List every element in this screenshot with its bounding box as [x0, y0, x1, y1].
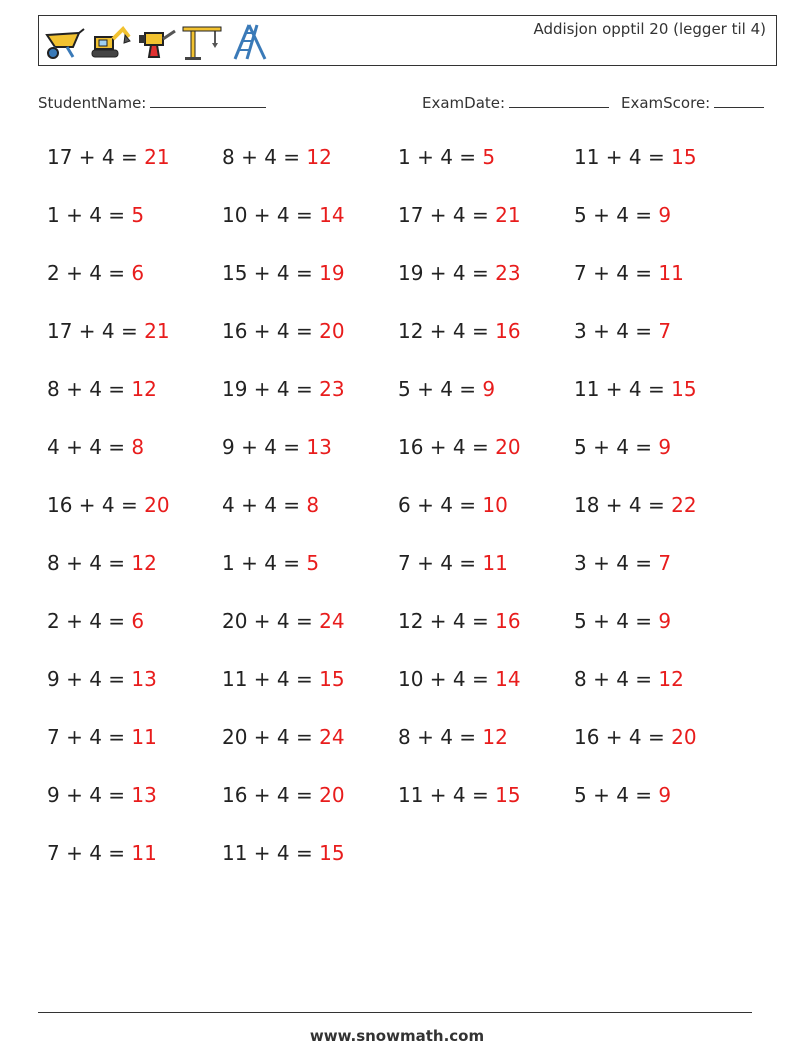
- problem-item: [222, 261, 345, 285]
- excavator-icon: [89, 23, 131, 61]
- student-name-label: StudentName:: [38, 94, 147, 112]
- problem-question: 18 + 4 =: [574, 493, 672, 517]
- worksheet-header: [38, 15, 777, 66]
- problem-item: [398, 783, 521, 807]
- problem-item: [222, 145, 332, 169]
- problem-answer: 5: [131, 203, 145, 227]
- problem-question: 7 + 4 =: [398, 551, 483, 575]
- problem-item: [398, 319, 521, 343]
- problem-question: 19 + 4 =: [398, 261, 496, 285]
- problem-item: [222, 319, 345, 343]
- problem-answer: 24: [319, 725, 345, 749]
- problem-question: 20 + 4 =: [222, 609, 320, 633]
- problem-question: 8 + 4 =: [398, 725, 483, 749]
- problem-question: 5 + 4 =: [574, 783, 659, 807]
- problem-question: 1 + 4 =: [398, 145, 483, 169]
- problem-question: 8 + 4 =: [47, 377, 132, 401]
- problem-item: [222, 725, 345, 749]
- problem-question: 17 + 4 =: [47, 145, 145, 169]
- problem-item: [47, 725, 157, 749]
- problem-question: 2 + 4 =: [47, 609, 132, 633]
- problem-item: [574, 493, 697, 517]
- problem-item: [47, 319, 170, 343]
- problem-question: 20 + 4 =: [222, 725, 320, 749]
- problem-item: [574, 145, 697, 169]
- problem-item: [47, 667, 157, 691]
- problem-answer: 11: [658, 261, 684, 285]
- problem-answer: 13: [306, 435, 332, 459]
- problem-item: [398, 377, 495, 401]
- problem-question: 8 + 4 =: [47, 551, 132, 575]
- problem-question: 12 + 4 =: [398, 609, 496, 633]
- problem-answer: 20: [495, 435, 521, 459]
- student-info-row: [38, 92, 773, 116]
- worksheet-title: Addisjon opptil 20 (legger til 4): [533, 20, 766, 38]
- problem-item: [398, 203, 521, 227]
- problem-question: 17 + 4 =: [47, 319, 145, 343]
- problem-question: 11 + 4 =: [222, 841, 320, 865]
- problem-question: 3 + 4 =: [574, 319, 659, 343]
- problem-question: 7 + 4 =: [47, 841, 132, 865]
- problem-answer: 12: [131, 551, 157, 575]
- problem-answer: 23: [319, 377, 345, 401]
- problem-answer: 20: [319, 319, 345, 343]
- problem-item: [222, 841, 345, 865]
- problem-answer: 24: [319, 609, 345, 633]
- problem-question: 8 + 4 =: [574, 667, 659, 691]
- problem-answer: 21: [495, 203, 521, 227]
- problem-answer: 16: [495, 319, 521, 343]
- problem-item: [222, 203, 345, 227]
- problem-question: 11 + 4 =: [398, 783, 496, 807]
- problem-answer: 21: [144, 145, 170, 169]
- problem-question: 16 + 4 =: [222, 319, 320, 343]
- problem-item: [574, 551, 671, 575]
- problem-question: 5 + 4 =: [574, 435, 659, 459]
- problem-answer: 7: [658, 319, 672, 343]
- problem-item: [398, 551, 508, 575]
- problem-answer: 11: [131, 725, 157, 749]
- problem-answer: 8: [131, 435, 145, 459]
- problem-item: [398, 609, 521, 633]
- problem-answer: 8: [306, 493, 320, 517]
- exam-date-field[interactable]: [422, 92, 609, 112]
- problem-answer: 13: [131, 667, 157, 691]
- problem-item: [47, 609, 144, 633]
- problem-item: [47, 145, 170, 169]
- problem-answer: 11: [131, 841, 157, 865]
- problem-question: 5 + 4 =: [398, 377, 483, 401]
- exam-date-label: ExamDate:: [422, 94, 506, 112]
- problem-item: [47, 203, 144, 227]
- problem-question: 1 + 4 =: [47, 203, 132, 227]
- wheelbarrow-icon: [43, 23, 85, 61]
- problem-item: [398, 493, 508, 517]
- problem-question: 3 + 4 =: [574, 551, 659, 575]
- problem-question: 16 + 4 =: [47, 493, 145, 517]
- problem-question: 10 + 4 =: [398, 667, 496, 691]
- problem-item: [47, 435, 144, 459]
- problem-question: 10 + 4 =: [222, 203, 320, 227]
- footer-site: www.snowmath.com: [309, 1027, 485, 1045]
- problem-item: [222, 667, 345, 691]
- problem-answer: 6: [131, 261, 145, 285]
- problem-question: 7 + 4 =: [47, 725, 132, 749]
- problem-answer: 15: [671, 377, 697, 401]
- exam-date-line[interactable]: [509, 92, 609, 108]
- problem-item: [222, 435, 332, 459]
- problem-answer: 13: [131, 783, 157, 807]
- problem-answer: 5: [482, 145, 496, 169]
- problem-item: [574, 319, 671, 343]
- problem-question: 11 + 4 =: [574, 145, 672, 169]
- problem-answer: 20: [319, 783, 345, 807]
- problem-item: [398, 435, 521, 459]
- problem-answer: 9: [658, 435, 672, 459]
- problem-answer: 9: [482, 377, 496, 401]
- student-name-line[interactable]: [150, 92, 266, 108]
- problem-answer: 16: [495, 609, 521, 633]
- problem-answer: 12: [306, 145, 332, 169]
- problem-item: [574, 203, 671, 227]
- problem-answer: 22: [671, 493, 697, 517]
- problem-item: [222, 783, 345, 807]
- problem-item: [222, 609, 345, 633]
- problem-answer: 15: [319, 841, 345, 865]
- student-name-field[interactable]: [38, 92, 266, 112]
- footer-divider: [38, 1012, 752, 1013]
- exam-score-field[interactable]: [621, 92, 764, 112]
- problem-answer: 15: [319, 667, 345, 691]
- problem-item: [574, 609, 671, 633]
- problem-question: 16 + 4 =: [398, 435, 496, 459]
- problem-item: [574, 725, 697, 749]
- problem-question: 8 + 4 =: [222, 145, 307, 169]
- problem-item: [47, 551, 157, 575]
- problem-item: [574, 783, 671, 807]
- problem-item: [222, 493, 319, 517]
- problem-question: 16 + 4 =: [574, 725, 672, 749]
- problem-question: 17 + 4 =: [398, 203, 496, 227]
- problem-question: 4 + 4 =: [222, 493, 307, 517]
- problem-item: [398, 261, 521, 285]
- problem-answer: 15: [671, 145, 697, 169]
- problem-answer: 10: [482, 493, 508, 517]
- problem-answer: 14: [319, 203, 345, 227]
- exam-score-label: ExamScore:: [621, 94, 711, 112]
- problem-item: [47, 261, 144, 285]
- problem-question: 15 + 4 =: [222, 261, 320, 285]
- problem-question: 4 + 4 =: [47, 435, 132, 459]
- problem-answer: 6: [131, 609, 145, 633]
- problem-answer: 12: [131, 377, 157, 401]
- problem-question: 16 + 4 =: [222, 783, 320, 807]
- problem-item: [574, 435, 671, 459]
- problem-question: 5 + 4 =: [574, 609, 659, 633]
- problem-answer: 9: [658, 783, 672, 807]
- problem-question: 11 + 4 =: [574, 377, 672, 401]
- problem-item: [47, 841, 157, 865]
- problem-question: 5 + 4 =: [574, 203, 659, 227]
- problem-answer: 9: [658, 203, 672, 227]
- problem-answer: 11: [482, 551, 508, 575]
- problem-answer: 23: [495, 261, 521, 285]
- problem-question: 1 + 4 =: [222, 551, 307, 575]
- problem-answer: 19: [319, 261, 345, 285]
- crane-icon: [181, 23, 223, 61]
- problem-question: 9 + 4 =: [47, 783, 132, 807]
- problem-answer: 15: [495, 783, 521, 807]
- problem-item: [47, 377, 157, 401]
- problem-answer: 20: [144, 493, 170, 517]
- problem-answer: 12: [482, 725, 508, 749]
- problem-question: 19 + 4 =: [222, 377, 320, 401]
- problem-item: [574, 667, 684, 691]
- problem-answer: 20: [671, 725, 697, 749]
- problem-answer: 5: [306, 551, 320, 575]
- problem-question: 2 + 4 =: [47, 261, 132, 285]
- problem-question: 11 + 4 =: [222, 667, 320, 691]
- problem-answer: 14: [495, 667, 521, 691]
- problem-item: [47, 493, 170, 517]
- problem-question: 6 + 4 =: [398, 493, 483, 517]
- problem-item: [398, 667, 521, 691]
- problem-item: [47, 783, 157, 807]
- problem-question: 12 + 4 =: [398, 319, 496, 343]
- problem-item: [222, 551, 319, 575]
- problem-answer: 7: [658, 551, 672, 575]
- problem-item: [574, 261, 684, 285]
- problem-answer: 9: [658, 609, 672, 633]
- drill-icon: [135, 23, 177, 61]
- problem-item: [222, 377, 345, 401]
- problem-item: [574, 377, 697, 401]
- exam-score-line[interactable]: [714, 92, 764, 108]
- problem-question: 9 + 4 =: [47, 667, 132, 691]
- problem-answer: 21: [144, 319, 170, 343]
- problem-answer: 12: [658, 667, 684, 691]
- problem-question: 7 + 4 =: [574, 261, 659, 285]
- problem-item: [398, 725, 508, 749]
- ladder-icon: [227, 23, 269, 61]
- problem-question: 9 + 4 =: [222, 435, 307, 459]
- problem-item: [398, 145, 495, 169]
- icon-strip: [43, 22, 269, 62]
